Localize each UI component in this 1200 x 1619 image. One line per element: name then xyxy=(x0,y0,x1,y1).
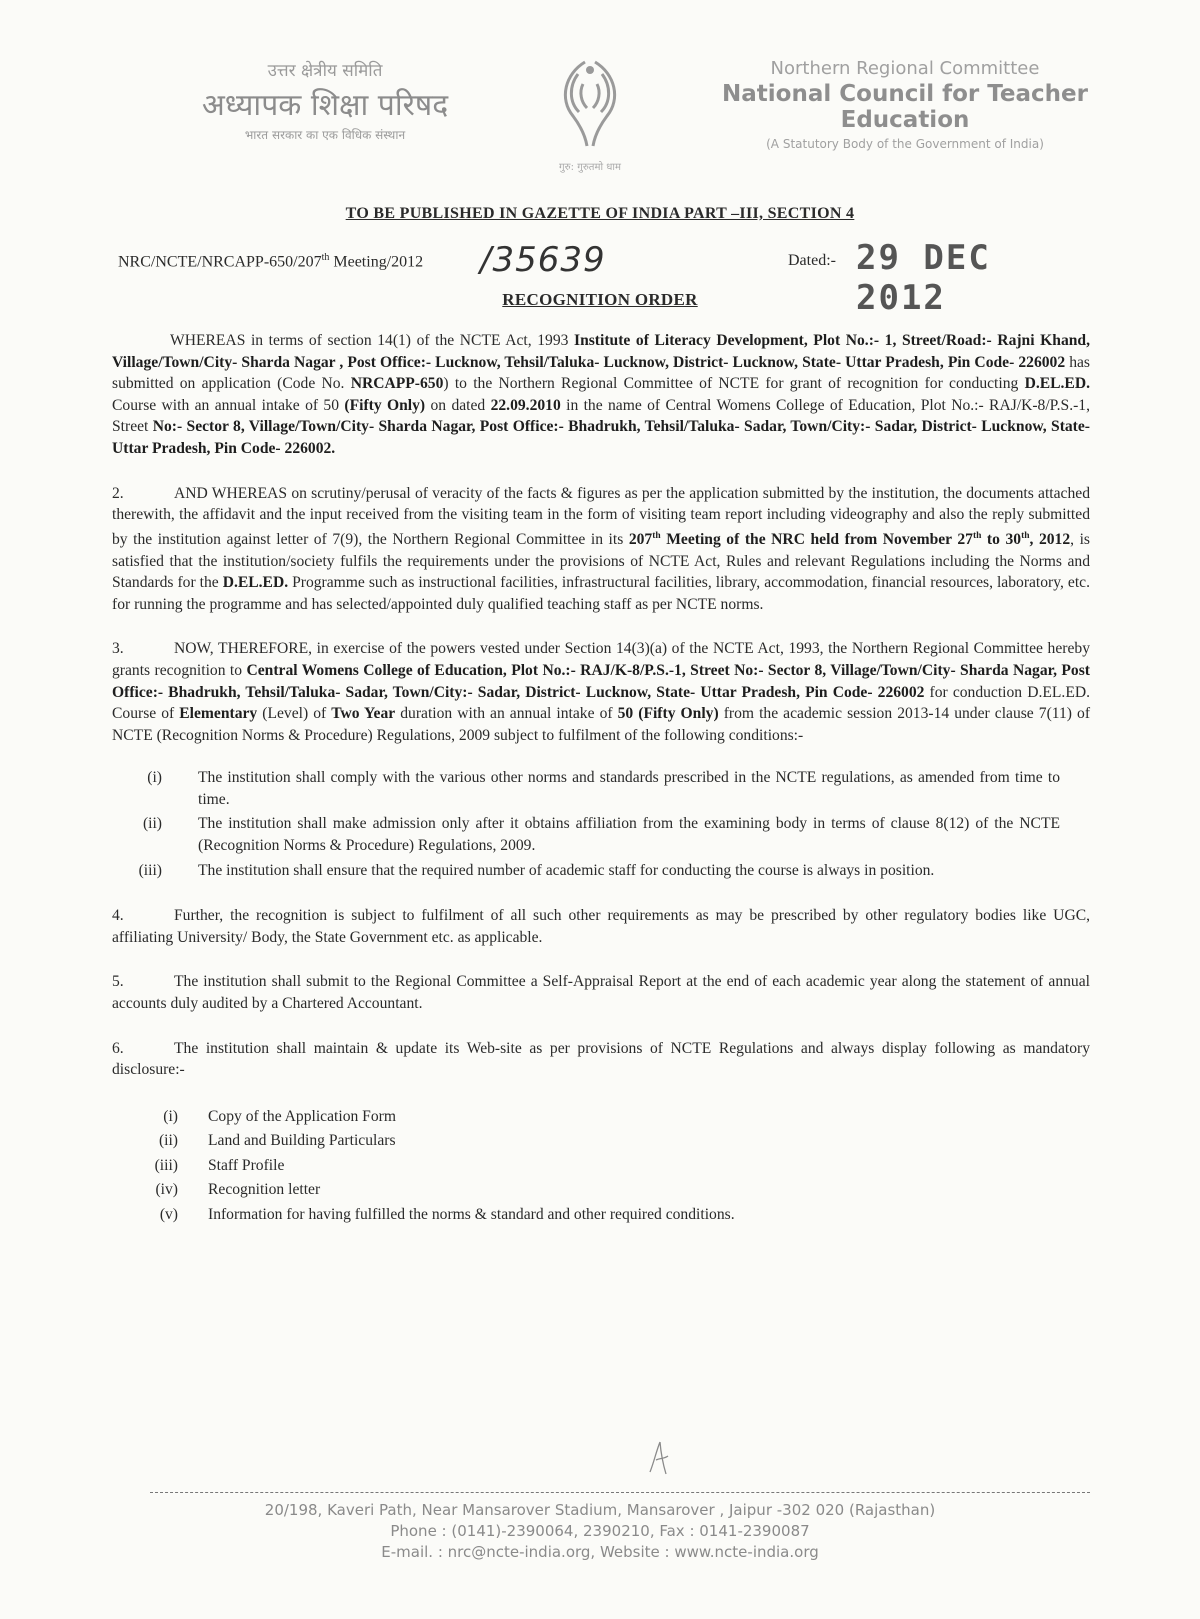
condition-text: The institution shall ensure that the required number of academic staff for conducting the course is always in position. xyxy=(198,861,935,879)
p2-bold-2: D.EL.ED. xyxy=(222,574,289,592)
gazette-heading: TO BE PUBLISHED IN GAZETTE OF INDIA PART –III, SECTION 4 xyxy=(345,205,855,222)
p2-bold-meeting xyxy=(629,531,1070,548)
p1-bold-5: 22.09.2010 xyxy=(490,396,561,414)
disclosure-item xyxy=(112,1178,1090,1203)
p5-number: 5. xyxy=(112,973,124,991)
disclosure-text: Land and Building Particulars xyxy=(208,1132,396,1150)
english-line-2: National Council for Teacher Education xyxy=(722,81,1088,133)
disclosure-item xyxy=(112,1203,1090,1228)
p4-number: 4. xyxy=(112,907,124,925)
p2-text-3: Programme such as instructional facilities, infrastructural facilities, library, accommodation, financial resources, laboratory, etc. for running the programme and has selected/appointed duly qualified teaching staff as per NCTE norms. xyxy=(112,574,1090,613)
paragraph-5 xyxy=(112,971,1090,1014)
p1-bold-4: (Fifty Only) xyxy=(344,396,426,414)
p1-bold-3: D.EL.ED. xyxy=(1024,375,1090,393)
paragraph-2 xyxy=(112,483,1090,616)
p1-text-6: in the name of Central Womens College of Education, Plot No.:- RAJ/K-8/P.S.-1, Street xyxy=(112,396,1090,436)
paragraph-3 xyxy=(112,638,1090,746)
disclosure-number: (iv) xyxy=(155,1181,178,1199)
p3-bold-1: Central Womens College of Education, Plot No.:- RAJ/K-8/P.S.-1, Street No:- Sector 8, Village/Town/City- Sharda Nagar, Post Office:- Bhadrukh, Tehsil/Taluka- Sadar, Town/City:- Sadar, District- Lucknow, State- Uttar Pradesh, Pin Code- 226002 xyxy=(112,661,1090,701)
condition-text: The institution shall comply with the various other norms and standards prescribed in the NCTE regulations, as amended from time to time. xyxy=(198,769,1060,808)
disclosure-text: Staff Profile xyxy=(208,1156,285,1174)
p3-bold-4: 50 (Fifty Only) xyxy=(617,705,719,723)
p2-b1sup2: th xyxy=(972,530,982,541)
disclosure-text: Copy of the Application Form xyxy=(208,1107,396,1125)
disclosure-list xyxy=(112,1105,1090,1228)
signature-mark xyxy=(630,1432,690,1482)
disclosure-text: Information for having fulfilled the norms & standard and other required conditions. xyxy=(208,1205,735,1223)
dated-label: Dated:- xyxy=(788,252,836,269)
disclosure-item xyxy=(112,1154,1090,1179)
p3-bold-2: Elementary xyxy=(179,705,258,723)
hindi-line-2: अध्यापक शिक्षा परिषद xyxy=(201,88,449,123)
p1-bold-6: No:- Sector 8, Village/Town/City- Sharda Nagar, Post Office:- Bhadrukh, Tehsil/Taluka- Sadar, Town/City:- Sadar, District- Lucknow, State- Uttar Pradesh, Pin Code- 226002. xyxy=(112,418,1090,457)
p1-bold-1: Institute of Literacy Development, Plot No.:- 1, Street/Road:- Rajni Khand, Village/Town/City- Sharda Nagar , Post Office:- Lucknow, Tehsil/Taluka- Lucknow, District- Lucknow, State- Uttar Pradesh, Pin Code- 226002 xyxy=(112,332,1090,371)
footer-email: E-mail. : nrc@ncte-india.org, Website : www.ncte-india.org xyxy=(381,1543,819,1561)
p2-b1d: , 2012 xyxy=(1029,530,1071,548)
p2-b1sup: th xyxy=(652,530,661,541)
disclosure-number: (iii) xyxy=(154,1156,178,1174)
p2-b1a: 207 xyxy=(628,530,653,548)
reference-number xyxy=(118,252,423,271)
letterhead xyxy=(0,48,1200,198)
disclosure-number: (ii) xyxy=(158,1132,178,1150)
ncte-emblem-icon xyxy=(545,54,635,154)
p2-b1sup3: th xyxy=(1021,530,1030,541)
hindi-line-1: उत्तर क्षेत्रीय समिति xyxy=(267,61,383,81)
p5-text: The institution shall submit to the Regional Committee a Self-Appraisal Report at the end of each academic year along the statement of annual accounts duly audited by a Chartered Accountant. xyxy=(112,973,1090,1013)
disclosure-item xyxy=(112,1105,1090,1130)
english-line-3: (A Statutory Body of the Government of India) xyxy=(766,137,1044,151)
reference-suffix: Meeting/2012 xyxy=(329,253,424,271)
p1-text-5: on dated xyxy=(425,396,491,414)
footer xyxy=(0,1500,1200,1563)
letterhead-hindi xyxy=(160,58,490,143)
p1-text-4: Course with an annual intake of 50 xyxy=(112,396,345,414)
document-body xyxy=(112,330,1090,1227)
p2-text-1: AND WHEREAS on scrutiny/perusal of veracity of the facts & figures as per the application submitted by the institution, the documents attached therewith, the affidavit and the input received from the visiting team in the form of visiting team report including videography and also the reply submitted by the institution against letter of 7(9), the Northern Regional Committee in its xyxy=(112,484,1090,548)
disclosure-number: (v) xyxy=(159,1205,178,1223)
disclosure-text: Recognition letter xyxy=(208,1181,321,1199)
p4-text: Further, the recognition is subject to fulfilment of all such other requirements as may be prescribed by other regulatory bodies like UGC, affiliating University/ Body, the State Government etc. as applicable. xyxy=(112,907,1090,946)
paragraph-4 xyxy=(112,905,1090,948)
p1-text-2: has submitted on application (Code No. xyxy=(112,353,1091,393)
footer-phone: Phone : (0141)-2390064, 2390210, Fax : 0141-2390087 xyxy=(390,1522,810,1540)
english-line-1: Northern Regional Committee xyxy=(770,58,1040,79)
p3-text-2: for conduction D.EL.ED. Course of xyxy=(112,683,1090,723)
condition-number: (iii) xyxy=(138,861,162,879)
p3-text-3: (Level) of xyxy=(257,705,332,723)
footer-divider xyxy=(150,1492,1090,1493)
paragraph-1 xyxy=(112,330,1090,460)
conditions-list xyxy=(112,767,1090,881)
p1-text-3: ) to the Northern Regional Committee of NCTE for grant of recognition for conducting xyxy=(443,375,1025,393)
condition-item xyxy=(112,767,1090,810)
p3-text-5: from the academic session 2013-14 under clause 7(11) of NCTE (Recognition Norms & Procedure) Regulations, 2009 subject to fulfilment of the following conditions:- xyxy=(112,705,1091,744)
ncte-logo xyxy=(540,54,640,174)
document-title: RECOGNITION ORDER xyxy=(502,290,698,309)
date-stamp: 29 DEC 2012 xyxy=(856,238,991,318)
p3-text-4: duration with an annual intake of xyxy=(395,705,618,723)
p2-text-2: , is satisfied that the institution/society fulfils the requirements under the provisions of NCTE Act, Rules and relevant Regulations including the Norms and Standards for the xyxy=(112,530,1090,592)
condition-number: (ii) xyxy=(142,815,162,833)
disclosure-number: (i) xyxy=(163,1107,178,1125)
p3-bold-3: Two Year xyxy=(331,705,396,723)
p6-number: 6. xyxy=(112,1039,124,1057)
p2-b1c: to 30 xyxy=(981,530,1022,548)
p1-bold-2: NRCAPP-650 xyxy=(350,375,444,393)
p1-text-1: WHEREAS in terms of section 14(1) of the NCTE Act, 1993 xyxy=(170,332,574,349)
letterhead-english xyxy=(690,58,1120,151)
condition-text: The institution shall make admission only after it obtains affiliation from the examining body in terms of clause 8(12) of the NCTE (Recognition Norms & Procedure) Regulations, 2009. xyxy=(198,815,1060,855)
handwritten-number: /35639 xyxy=(480,240,606,280)
p3-text-1: NOW, THEREFORE, in exercise of the powers vested under Section 14(3)(a) of the NCTE Act, 1993, the Northern Regional Committee hereby grants recognition to xyxy=(112,640,1090,679)
reference-prefix: NRC/NCTE/NRCAPP-650/207 xyxy=(118,253,322,271)
footer-address: 20/198, Kaveri Path, Near Mansarover Stadium, Mansarover , Jaipur -302 020 (Rajasthan) xyxy=(264,1501,936,1519)
p3-number: 3. xyxy=(112,640,124,658)
paragraph-6 xyxy=(112,1038,1090,1081)
reference-sup: th xyxy=(321,252,330,263)
condition-item xyxy=(112,813,1090,856)
p6-text: The institution shall maintain & update its Web-site as per provisions of NCTE Regulations and always display following as mandatory disclosure:- xyxy=(112,1039,1090,1079)
hindi-line-3: भारत सरकार का एक विधिक संस्थान xyxy=(244,128,406,142)
p2-number: 2. xyxy=(112,484,124,502)
condition-item xyxy=(112,860,1090,882)
disclosure-item xyxy=(112,1129,1090,1154)
p2-b1b: Meeting of the NRC held from November 27 xyxy=(660,530,973,548)
condition-number: (i) xyxy=(147,769,162,787)
logo-caption: गुरु: गुरुतमो धाम xyxy=(559,162,621,173)
